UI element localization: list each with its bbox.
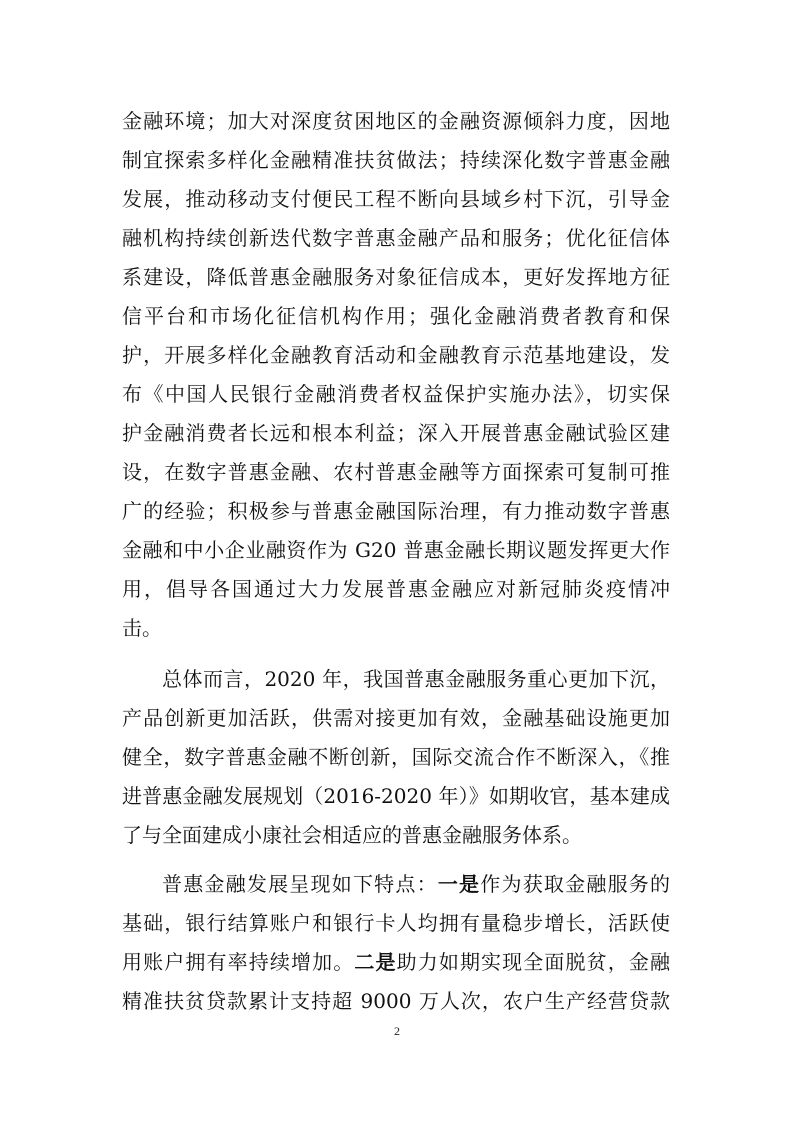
paragraph-3-line-3 (122, 947, 670, 977)
paragraph-1-line-11: 广的经验；积极参与普惠金融国际治理，有力推动数字普惠 (122, 499, 670, 523)
paragraph-3-line-2: 基础，银行结算账户和银行卡人均拥有量稳步增长，活跃使 (122, 911, 670, 935)
paragraph-1-line-9: 护金融消费者长远和根本利益；深入开展普惠金融试验区建 (122, 421, 670, 445)
paragraph-1-line-3: 发展，推动移动支付便民工程不断向县域乡村下沉，引导金 (122, 187, 670, 211)
paragraph-2-line-2: 产品创新更加活跃，供需对接更加有效，金融基础设施更加 (122, 706, 670, 730)
paragraph-3-line-1-text-a: 普惠金融发展呈现如下特点： (162, 872, 438, 896)
paragraph-3-line-1 (162, 869, 670, 899)
paragraph-1-line-2: 制宜探索多样化金融精准扶贫做法；持续深化数字普惠金融 (122, 148, 670, 172)
paragraph-1-line-8: 布《中国人民银行金融消费者权益保护实施办法》，切实保 (122, 382, 670, 406)
paragraph-3-line-3-text-b: 助力如期实现全面脱贫，金融 (396, 950, 671, 974)
paragraph-1-line-4: 融机构持续创新迭代数字普惠金融产品和服务；优化征信体 (122, 226, 670, 250)
paragraph-3-line-3-text-a: 用账户拥有率持续增加。 (122, 950, 355, 974)
paragraph-3-line-4: 精准扶贫贷款累计支持超 9000 万人次，农户生产经营贷款 (122, 989, 670, 1013)
paragraph-1-line-14: 击。 (122, 616, 162, 640)
paragraph-3-emphasis-second: 二是 (354, 950, 397, 974)
paragraph-1-line-7: 护，开展多样化金融教育活动和金融教育示范基地建设，发 (122, 343, 670, 367)
paragraph-3-emphasis-first: 一是 (437, 872, 481, 896)
paragraph-1-line-6: 信平台和市场化征信机构作用；强化金融消费者教育和保 (122, 304, 670, 328)
paragraph-1-line-10: 设，在数字普惠金融、农村普惠金融等方面探索可复制可推 (122, 460, 670, 484)
paragraph-1-line-1: 金融环境；加大对深度贫困地区的金融资源倾斜力度，因地 (122, 109, 670, 133)
page-number: 2 (394, 1024, 400, 1038)
paragraph-2-line-5: 了与全面建成小康社会相适应的普惠金融服务体系。 (122, 823, 582, 847)
paragraph-2-line-4: 进普惠金融发展规划（2016-2020 年）》如期收官，基本建成 (122, 784, 670, 808)
paragraph-2-line-1: 总体而言，2020 年，我国普惠金融服务重心更加下沉， (162, 667, 670, 691)
paragraph-1-line-5: 系建设，降低普惠金融服务对象征信成本，更好发挥地方征 (122, 265, 670, 289)
paragraph-2-line-3: 健全，数字普惠金融不断创新，国际交流合作不断深入，《推 (122, 745, 670, 769)
paragraph-1-line-13: 用，倡导各国通过大力发展普惠金融应对新冠肺炎疫情冲 (122, 577, 670, 601)
paragraph-1-line-12: 金融和中小企业融资作为 G20 普惠金融长期议题发挥更大作 (122, 538, 670, 562)
paragraph-3-line-1-text-b: 作为获取金融服务的 (480, 872, 671, 896)
